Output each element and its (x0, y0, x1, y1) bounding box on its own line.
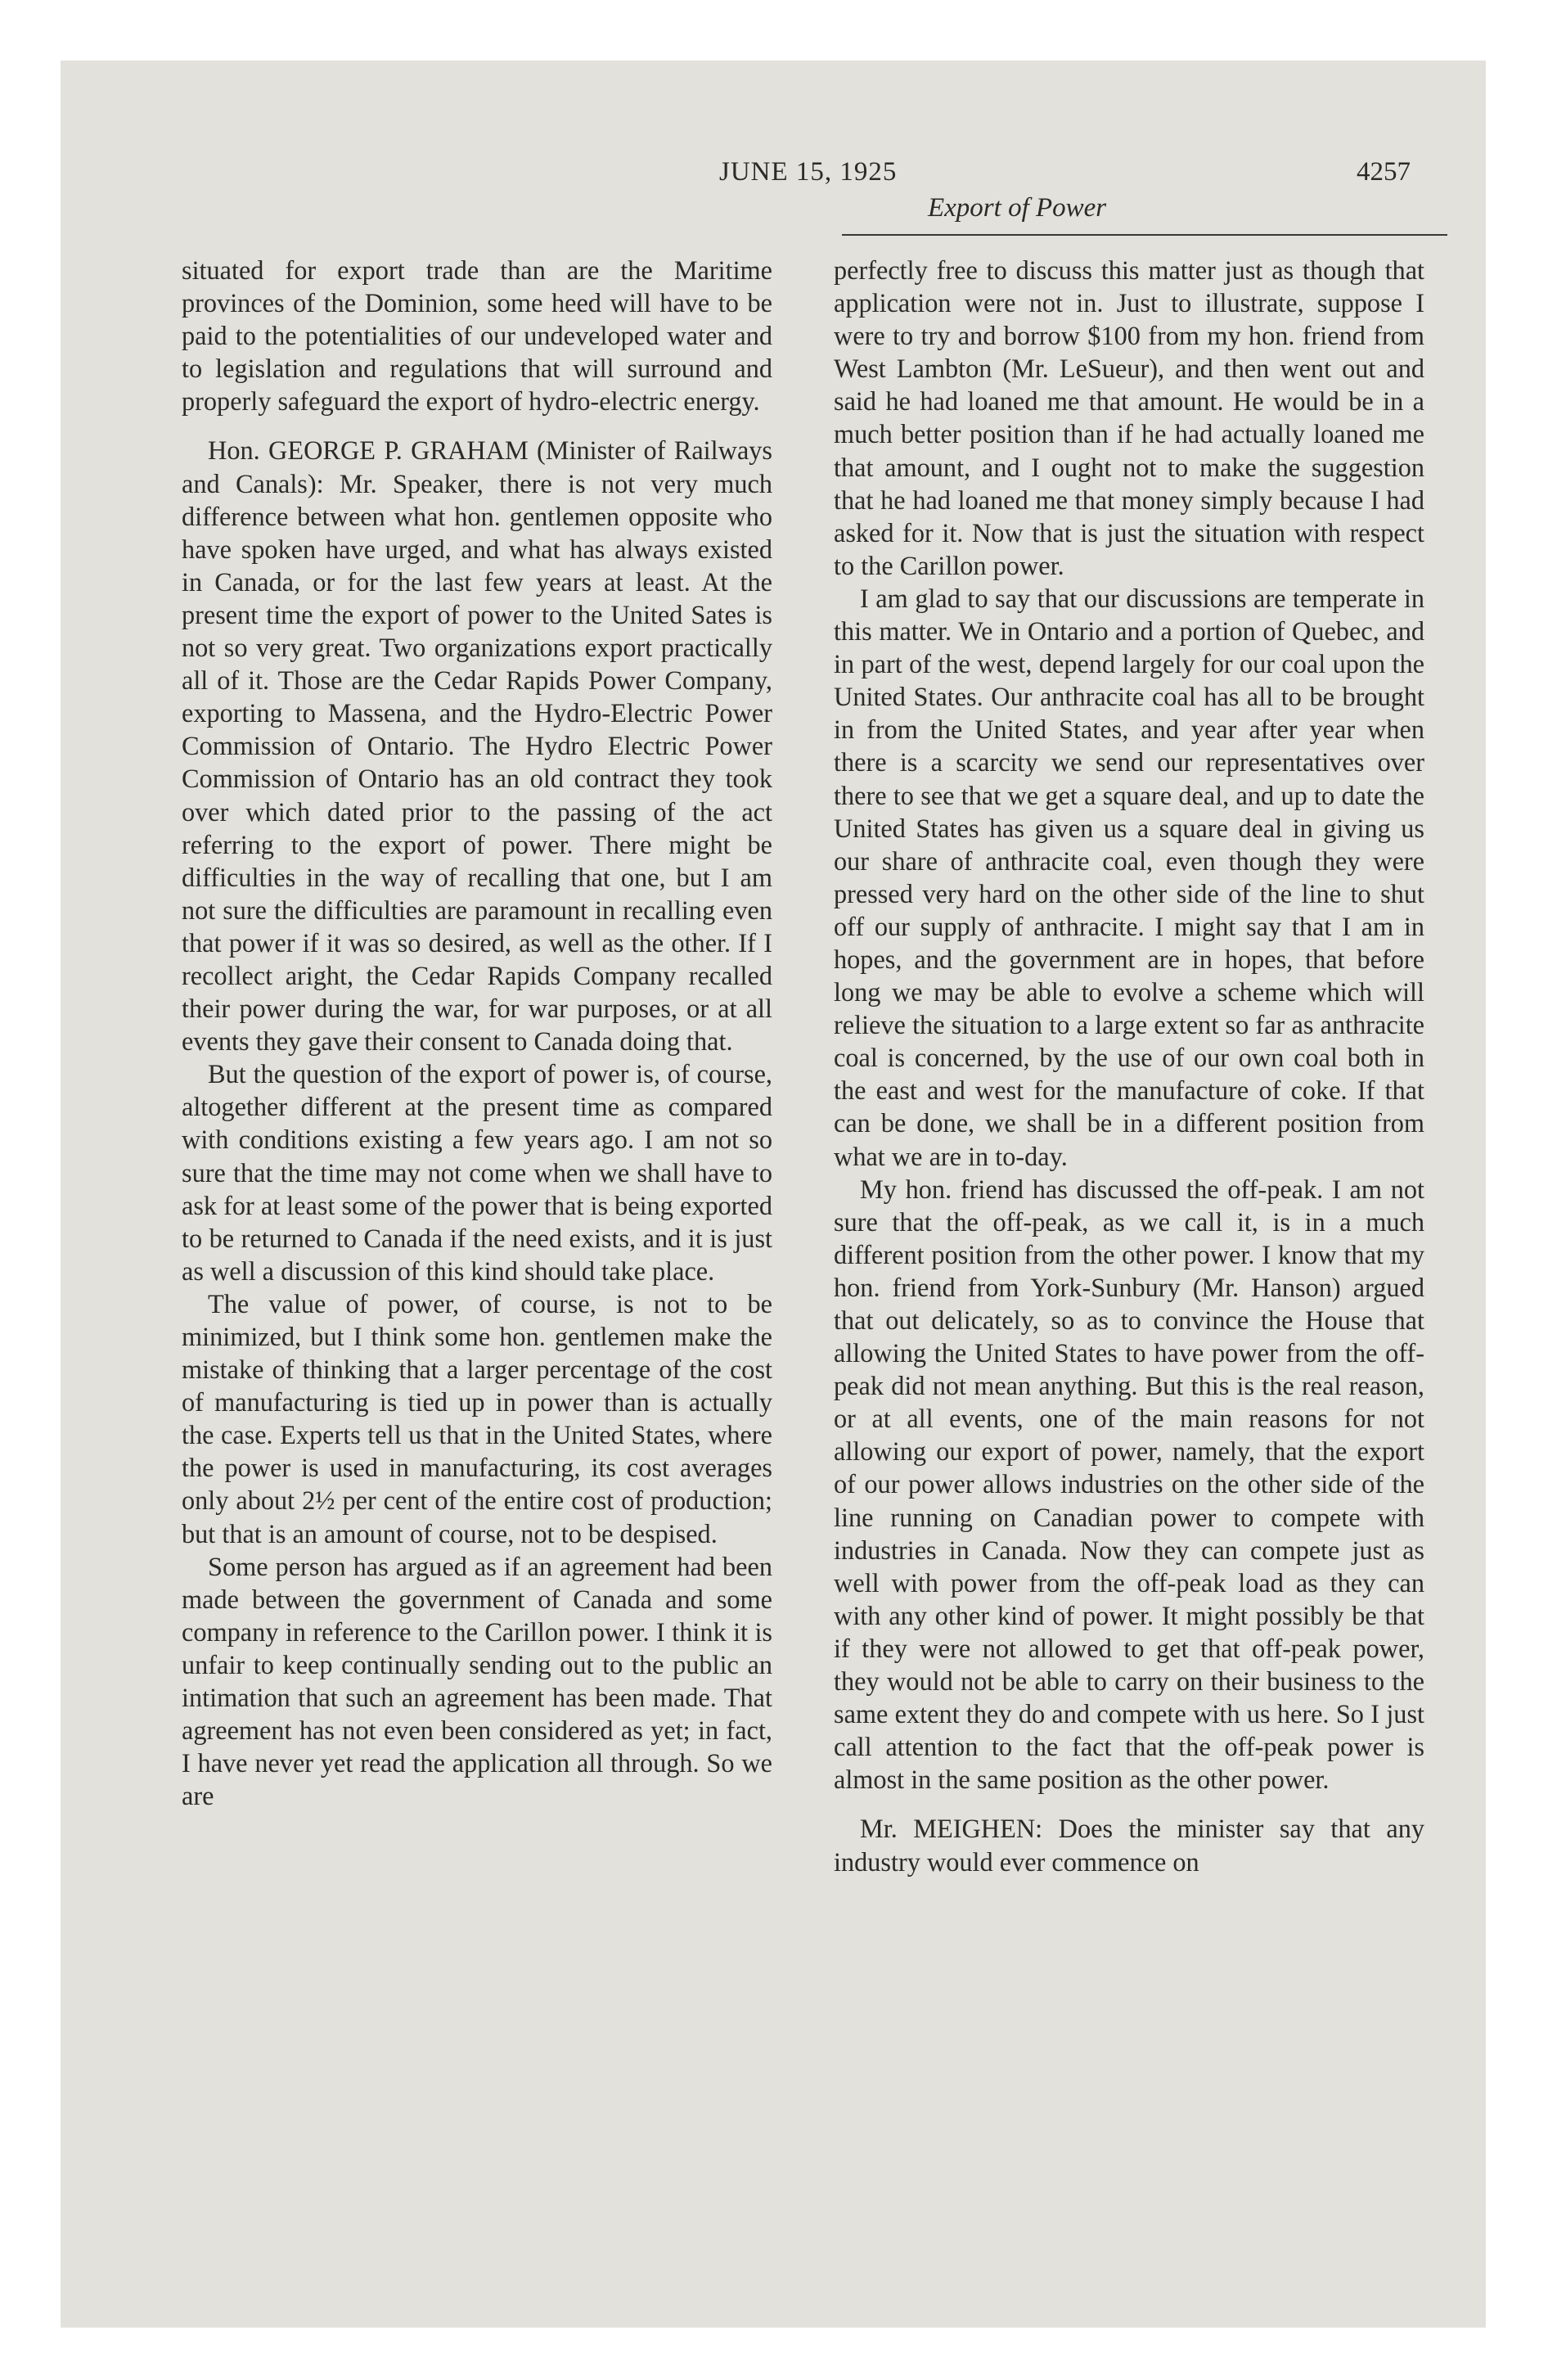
page-number: 4257 (1357, 157, 1411, 187)
paragraph: I am glad to say that our discussions are temperate in this matter. We in Ontario and a portion of Quebec, and in part of the west, depend largely for our coal upon the United States. Our anthracite coal has all to be brought in from the United States, and year after year when there is a scarcity we send our representatives over there to see that we get a square deal, and up to date the United States has given us a square deal in giving us our share of anthracite coal, even though they were pressed very hard on the other side of the line to shut off our supply of anthracite. I might say that I am in hopes, and the government are in hopes, that before long we may be able to evolve a scheme which will relieve the situation to a large extent so far as anthracite coal is concerned, by the use of our own coal both in the east and west for the manufacture of coke. If that can be done, we shall be in a different position from what we are in to-day. (834, 583, 1424, 1171)
paragraph: Mr. MEIGHEN: Does the minister say that any industry would ever commence on (834, 1814, 1424, 1877)
scanned-page (61, 61, 1486, 2328)
paragraph: Hon. GEORGE P. GRAHAM (Minister of Railways and Canals): Mr. Speaker, there is not very much difference between what hon. gentlemen opposite who have spoken have urged, and what has always existed in Canada, or for the last few years at least. At the present time the export of power to the United Sates is not so very great. Two organizations export practically all of it. Those are the Cedar Rapids Power Company, exporting to Massena, and the Hydro-Electric Power Commission of Ontario. The Hydro Electric Power Commission of Ontario has an old contract they took over which dated prior to the passing of the act referring to the export of power. There might be difficulties in the way of recalling that one, but I am not sure the difficulties are paramount in recalling even that power if it was so desired, as well as the other. If I recollect aright, the Cedar Rapids Company recalled their power during the war, for war purposes, or at all events they gave their consent to Canada doing that. (182, 435, 772, 1057)
paragraph: situated for export trade than are the Maritime provinces of the Dominion, some heed will have to be paid to the potentialities of our undeveloped water and to legislation and regulations that will surround and properly safeguard the export of hydro-electric energy. (182, 255, 772, 417)
paragraph: The value of power, of course, is not to be minimized, but I think some hon. gentlemen make the mistake of thinking that a larger percentage of the cost of manufacturing is tied up in power than is actually the case. Experts tell us that in the United States, where the power is used in manufacturing, its cost averages only about 2½ per cent of the entire cost of production; but that is an amount of course, not to be despised. (182, 1288, 772, 1548)
paragraph: But the question of the export of power is, of course, altogether different at the present time as compared with conditions existing a few years ago. I am not so sure that the time may not come when we shall have to ask for at least some of the power that is being exported to be returned to Canada if the need exists, and it is just as well a discussion of this kind should take place. (182, 1059, 772, 1286)
paragraph: Some person has argued as if an agreement had been made between the government of Canada and some company in reference to the Carillon power. I think it is unfair to keep continually sending out to the public an intimation that such an agreement has been made. That agreement has not even been considered as yet; in fact, I have never yet read the application all through. So we are (182, 1551, 772, 1811)
right-column (834, 254, 1424, 2177)
header-rule (842, 234, 1447, 236)
paragraph: My hon. friend has discussed the off-peak. I am not sure that the off-peak, as we call it, is in a much different position from the other power. I know that my hon. friend from York-Sunbury (Mr. Hanson) argued that out delicately, so as to convince the House that allowing the United States to have power from the off-peak did not mean anything. But this is the real reason, or at all events, one of the main reasons for not allowing our export of power, namely, that the export of our power allows industries on the other side of the line running on Canadian power to compete with industries in Canada. Now they can compete just as well with power from the off-peak load as they can with any other kind of power. It might possibly be that if they were not allowed to get that off-peak power, they would not be able to carry on their business to the same extent they do and compete with us here. So I just call attention to the fact that the off-peak power is almost in the same position as the other power. (834, 1174, 1424, 1795)
header-date: JUNE 15, 1925 (719, 157, 898, 187)
section-title: Export of Power (928, 193, 1107, 223)
page-header (61, 157, 1486, 264)
left-column (182, 254, 772, 2177)
paragraph: perfectly free to discuss this matter just as though that application were not in. Just to illustrate, suppose I were to try and borrow $100 from my hon. friend from West Lambton (Mr. LeSueur), and then went out and said he had loaned me that amount. He would be in a much better position than if he had actually loaned me that amount, and I ought not to make the suggestion that he had loaned me that money simply because I had asked for it. Now that is just the situation with respect to the Carillon power. (834, 255, 1424, 580)
